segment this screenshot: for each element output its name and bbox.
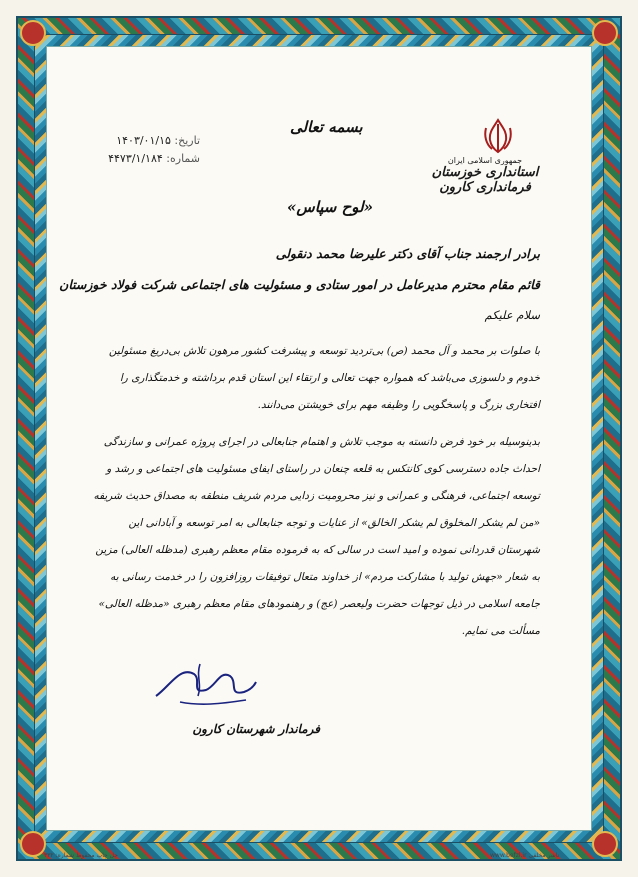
paragraph-intro: با صلوات بر محمد و آل محمد (ص) بی‌تردید توسعه و پیشرفت کشور مرهون تلاش بی‌دریغ مسئولین خدوم و دلسوزی می‌باشد که همواره جهت تعالی و ارتقاء این استان قدم برداشته و خدمتگذاری را افتخاری بزرگ و پاسخگویی را وظیفه مهم برای خویشتن می‌دانند. (108, 345, 540, 411)
number-label: شماره: (166, 152, 200, 165)
recipient-position: قائم مقام محترم مدیرعامل در امور ستادی و مسئولیت های اجتماعی شرکت فولاد خوزستان (59, 277, 540, 292)
basmala-heading: بسمه تعالی (290, 118, 363, 136)
logo-line-county: فرمانداری کارون (439, 180, 531, 195)
date-value: ۱۴۰۳/۰۱/۱۵ (116, 134, 171, 147)
letter-body (59, 246, 540, 655)
number-line (95, 150, 200, 168)
issuer-logo-text (430, 156, 540, 195)
date-label: تاریخ: (174, 134, 200, 147)
border-corner-ornament (20, 831, 46, 857)
greeting: سلام علیکم (484, 308, 540, 322)
date-number-block (95, 132, 200, 168)
border-corner-ornament (592, 831, 618, 857)
border-corner-ornament (592, 20, 618, 46)
recipient-line: برادر ارجمند جناب آقای دکتر علیرضا محمد دنقولی (275, 246, 540, 261)
logo-line-republic: جمهوری اسلامی ایران (447, 156, 523, 165)
signer-title: فرماندار شهرستان کارون (192, 722, 320, 736)
footer-print-note: جل چاپ محفوظ شماره: ۳۳۲ (44, 852, 118, 859)
iran-emblem-icon (481, 118, 515, 154)
logo-line-governorate: استانداری خوزستان (431, 165, 539, 180)
border-corner-ornament (20, 20, 46, 46)
number-value: ۴۴۷۳/۱/۱۸۴ (108, 152, 163, 165)
certificate-title: «لوح سپاس» (287, 198, 373, 216)
date-line (95, 132, 200, 150)
handwritten-signature (150, 656, 260, 718)
footer-publisher: www.befzl.ir ناشر مخلفی (490, 852, 560, 859)
paragraph-appreciation: بدینوسیله بر خود فرض دانسته به موجب تلاش و اهتمام جنابعالی در اجرای پروژه عمرانی و سازندگی احداث جاده دسترسی کوی کانتکس به قلعه چنعان در راستای ایفای مسئولیت های اجتماعی و رشد و توسعه اجتماعی، فرهنگی و عمرانی و نیز محرومیت زدایی مردم شریف منطقه به مصداق حدیث شریفه «من لم یشکر المخلوق لم یشکر الخالق» از عنایات و توجه جنابعالی به امر توسعه و آبادانی این شهرستان قدردانی نموده و امید است در سالی که به فرموده مقام معظم رهبری (مدظله العالی) مزین به شعار «جهش تولید با مشارکت مردم» از خداوند متعال توفیقات روزافزون را در خدمت رسانی به جامعه اسلامی در ذیل توجهات حضرت ولیعصر (عج) و رهنمودهای مقام معظم رهبری «مدظله العالی» مسألت می نمایم. (93, 436, 540, 637)
